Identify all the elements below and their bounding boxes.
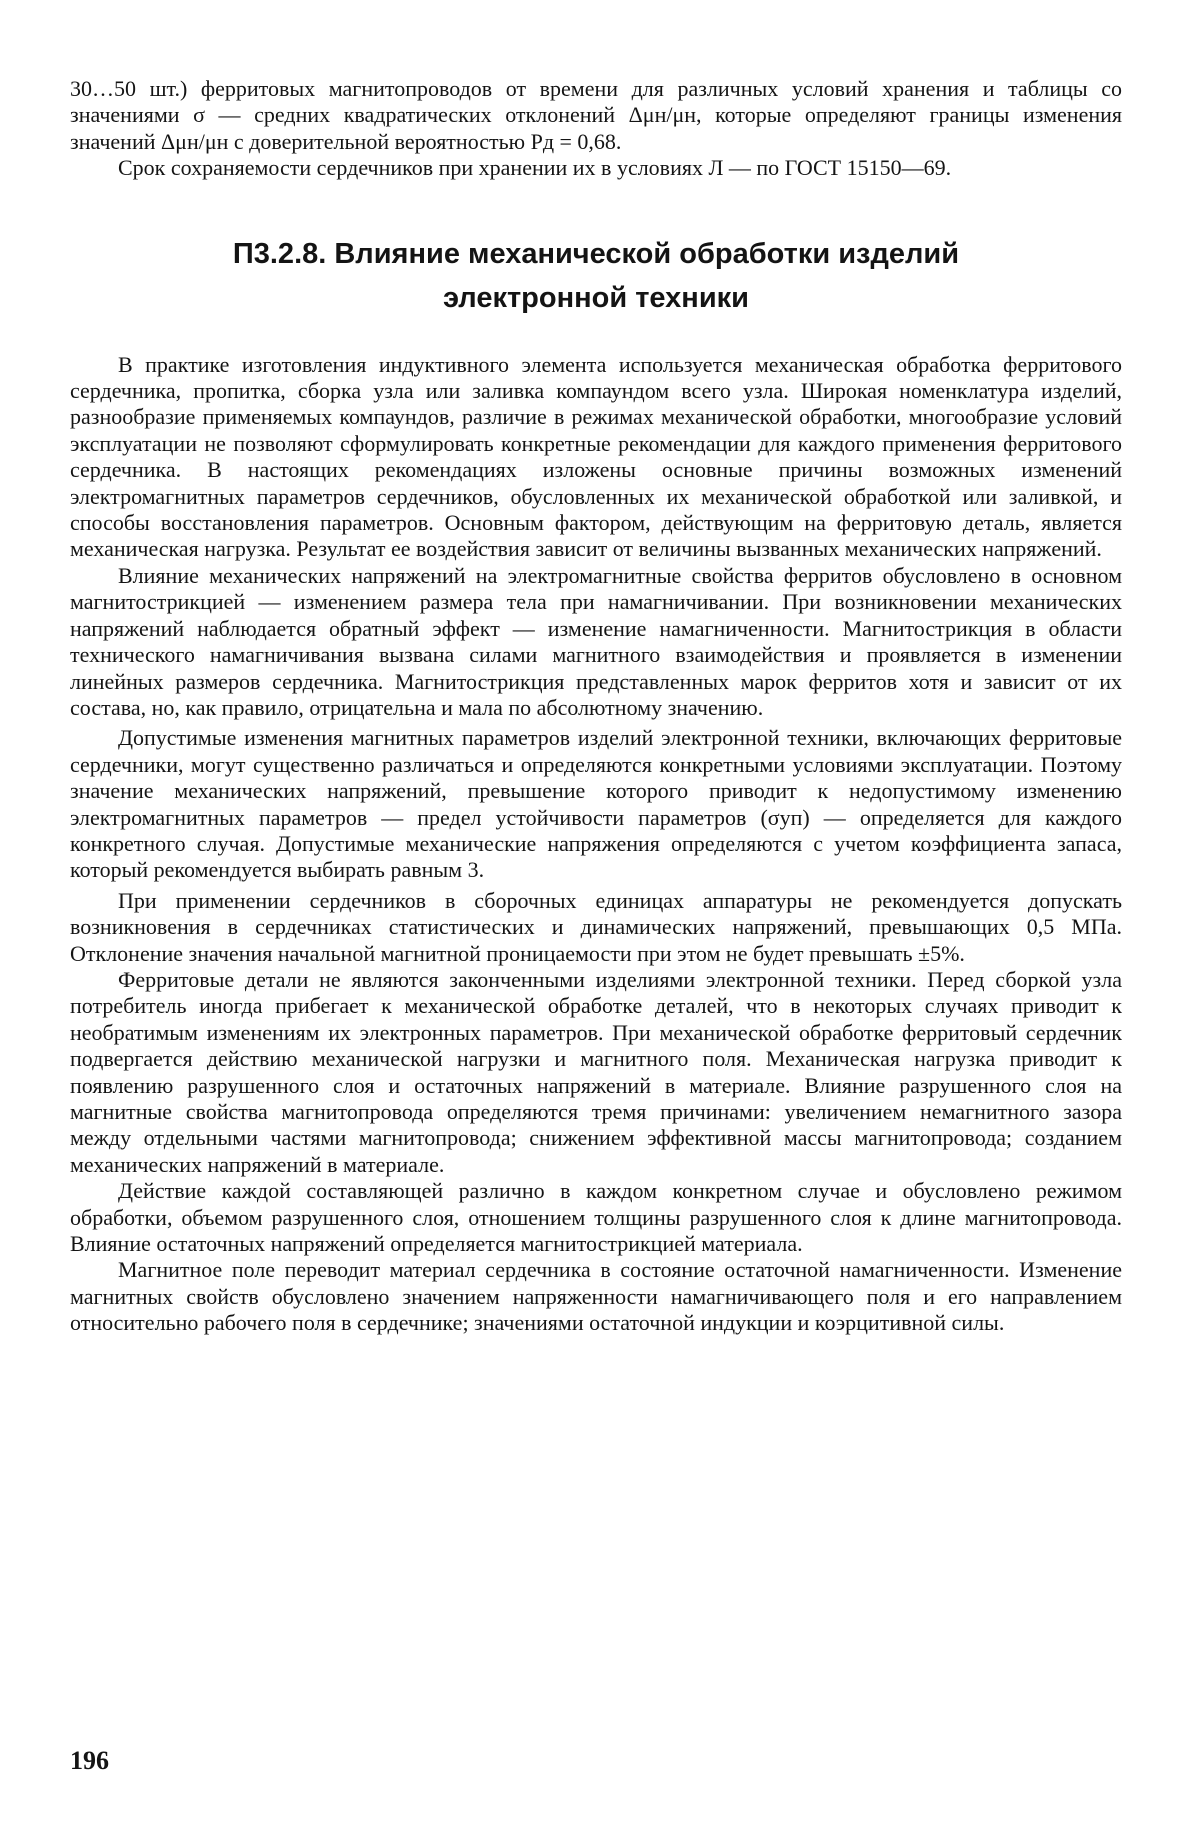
body-paragraph-4: При применении сердечников в сборочных единицах аппаратуры не рекомендуется допускать возникновения в сердечниках статистических и динамических напряжений, превышающих 0,5 МПа. Отклонение значения начальной магнитной проницаемости при этом не будет превышать ±5%. xyxy=(70,887,1122,966)
intro-paragraph-1: 30…50 шт.) ферритовых магнитопроводов от времени для различных условий хранения и таблицы со значениями σ — средних квадратических отклонений Δμн/μн, которые определяют границы изменения значений Δμн/μн с доверительной вероятностью Pд = 0,68. xyxy=(70,76,1122,154)
section-heading-line-2: электронной техники xyxy=(442,281,749,314)
page-number: 196 xyxy=(70,1746,109,1775)
body-paragraph-7: Магнитное поле переводит материал сердечника в состояние остаточной намагниченности. Изменение магнитных свойств обусловлено значением напряженности намагничивающего поля и его направлением относительно рабочего поля в сердечнике; значениями остаточной индукции и коэрцитивной силы. xyxy=(70,1257,1122,1336)
section-heading-line-1: П3.2.8. Влияние механической обработки изделий xyxy=(232,237,960,270)
intro-paragraph-2: Срок сохраняемости сердечников при хранении их в условиях Л — по ГОСТ 15150—69. xyxy=(118,155,952,181)
body-paragraph-2: Влияние механических напряжений на электромагнитные свойства ферритов обусловлено в основном магнитострикцией — изменением размера тела при намагничивании. При возникновении механических напряжений наблюдается обратный эффект — изменение намагниченности. Магнитострикция в области технического намагничивания вызвана силами магнитного взаимодействия и проявляется в изменении линейных размеров сердечника. Магнитострикция представленных марок ферритов хотя и зависит от их состава, но, как правило, отрицательна и мала по абсолютному значению. xyxy=(70,562,1122,720)
body-paragraph-1: В практике изготовления индуктивного элемента используется механическая обработка ферритового сердечника, пропитка, сборка узла или заливка компаундом всего узла. Широкая номенклатура изделий, разнообразие применяемых компаундов, различие в режимах механической обработки, многообразие условий эксплуатации не позволяют сформулировать конкретные рекомендации для каждого применения ферритового сердечника. В настоящих рекомендациях изложены основные причины возможных изменений электромагнитных параметров сердечников, обусловленных их механической обработкой или заливкой, и способы восстановления параметров. Основным фактором, действующим на ферритовую деталь, является механическая нагрузка. Результат ее воздействия зависит от величины вызванных механических напряжений. xyxy=(70,351,1122,562)
section-heading xyxy=(70,232,1122,320)
body-paragraph-3: Допустимые изменения магнитных параметров изделий электронной техники, включающих ферритовые сердечники, могут существенно различаться и определяются конкретными условиями эксплуатации. Поэтому значение механических напряжений, превышение которого приводит к недопустимому изменению электромагнитных параметров — предел устойчивости параметров (σуп) — определяется для каждого конкретного случая. Допустимые механические напряжения определяются с учетом коэффициента запаса, который рекомендуется выбирать равным 3. xyxy=(70,725,1122,883)
page-body xyxy=(70,76,1122,1337)
body-paragraph-6: Действие каждой составляющей различно в каждом конкретном случае и обусловлено режимом обработки, объемом разрушенного слоя, отношением толщины разрушенного слоя к длине магнитопровода. Влияние остаточных напряжений определяется магнитострикцией материала. xyxy=(70,1178,1122,1257)
body-paragraph-5: Ферритовые детали не являются законченными изделиями электронной техники. Перед сборкой узла потребитель иногда прибегает к механической обработке деталей, что в некоторых случаях приводит к необратимым изменениям их электронных параметров. При механической обработке ферритовый сердечник подвергается действию механической нагрузки и магнитного поля. Механическая нагрузка приводит к появлению разрушенного слоя и остаточных напряжений в материале. Влияние разрушенного слоя на магнитные свойства магнитопровода определяются тремя причинами: увеличением немагнитного зазора между отдельными частями магнитопровода; снижением эффективной массы магнитопровода; созданием механических напряжений в материале. xyxy=(70,966,1122,1177)
